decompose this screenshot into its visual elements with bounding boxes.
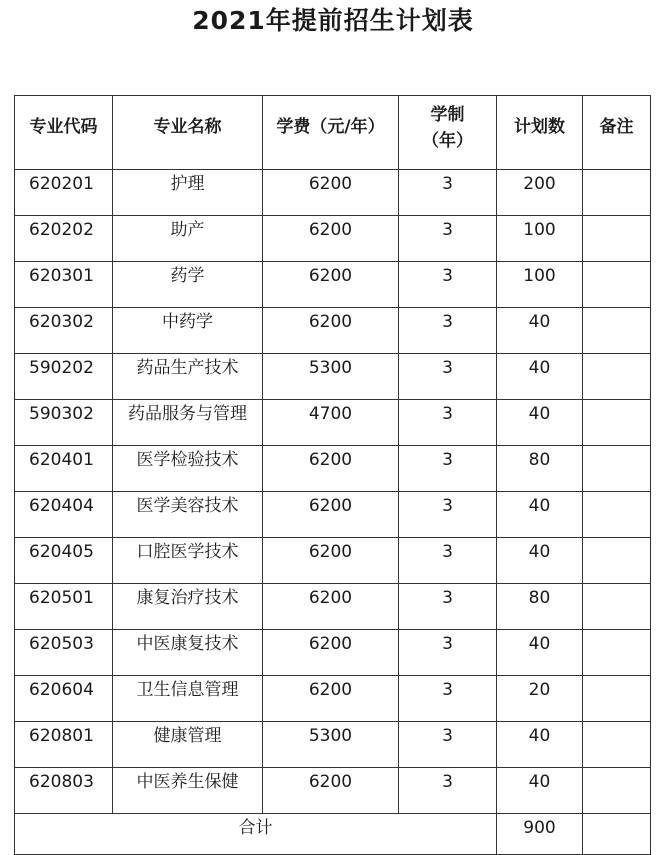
cell-duration: 3 [399,308,497,354]
cell-major-code: 590302 [15,400,113,446]
cell-remarks [583,216,651,262]
cell-major-code: 620302 [15,308,113,354]
header-major-code: 专业代码 [15,96,113,170]
cell-remarks [583,722,651,768]
cell-duration: 3 [399,676,497,722]
table-header-row [15,96,651,170]
cell-major-code: 620501 [15,584,113,630]
cell-tuition: 6200 [263,584,399,630]
cell-tuition: 6200 [263,262,399,308]
cell-tuition: 5300 [263,354,399,400]
cell-plan-count: 40 [497,538,583,584]
cell-duration: 3 [399,722,497,768]
table-row [15,630,651,676]
table-row [15,722,651,768]
page-title: 2021年提前招生计划表 [192,6,474,35]
cell-duration: 3 [399,492,497,538]
cell-remarks [583,768,651,814]
table-row [15,492,651,538]
cell-major-code: 620301 [15,262,113,308]
cell-plan-count: 40 [497,308,583,354]
cell-tuition: 5300 [263,722,399,768]
cell-plan-count: 20 [497,676,583,722]
cell-duration: 3 [399,768,497,814]
table-row [15,538,651,584]
cell-major-name: 药品服务与管理 [113,400,263,446]
cell-major-code: 620801 [15,722,113,768]
cell-tuition: 6200 [263,308,399,354]
cell-plan-count: 40 [497,722,583,768]
cell-duration: 3 [399,630,497,676]
cell-major-name: 医学美容技术 [113,492,263,538]
header-tuition: 学费（元/年） [263,96,399,170]
table-row [15,446,651,492]
cell-major-code: 620604 [15,676,113,722]
cell-major-code: 620201 [15,170,113,216]
total-row [15,814,651,855]
cell-tuition: 6200 [263,446,399,492]
cell-tuition: 6200 [263,630,399,676]
cell-major-code: 620404 [15,492,113,538]
table-row [15,768,651,814]
cell-tuition: 6200 [263,538,399,584]
cell-major-name: 口腔医学技术 [113,538,263,584]
cell-tuition: 6200 [263,676,399,722]
cell-remarks [583,676,651,722]
header-plan-count: 计划数 [497,96,583,170]
cell-duration: 3 [399,538,497,584]
cell-tuition: 6200 [263,492,399,538]
cell-remarks [583,538,651,584]
cell-plan-count: 40 [497,630,583,676]
header-major-name: 专业名称 [113,96,263,170]
cell-major-name: 康复治疗技术 [113,584,263,630]
table-row [15,400,651,446]
total-remarks [583,814,651,855]
cell-duration: 3 [399,262,497,308]
cell-plan-count: 40 [497,768,583,814]
enrollment-plan-table [14,95,651,855]
cell-plan-count: 40 [497,400,583,446]
cell-remarks [583,262,651,308]
table-row [15,354,651,400]
cell-plan-count: 80 [497,446,583,492]
cell-major-name: 卫生信息管理 [113,676,263,722]
cell-remarks [583,354,651,400]
cell-plan-count: 200 [497,170,583,216]
cell-duration: 3 [399,170,497,216]
table-row [15,216,651,262]
table-row [15,584,651,630]
cell-remarks [583,400,651,446]
cell-major-name: 药品生产技术 [113,354,263,400]
cell-duration: 3 [399,354,497,400]
cell-major-code: 620503 [15,630,113,676]
cell-major-code: 620803 [15,768,113,814]
cell-plan-count: 80 [497,584,583,630]
cell-remarks [583,630,651,676]
cell-major-code: 620405 [15,538,113,584]
cell-major-name: 药学 [113,262,263,308]
cell-major-code: 620202 [15,216,113,262]
cell-duration: 3 [399,216,497,262]
table-row [15,676,651,722]
cell-major-name: 健康管理 [113,722,263,768]
cell-tuition: 4700 [263,400,399,446]
cell-duration: 3 [399,400,497,446]
cell-major-name: 中医养生保健 [113,768,263,814]
cell-plan-count: 40 [497,492,583,538]
cell-major-name: 中药学 [113,308,263,354]
cell-duration: 3 [399,446,497,492]
header-remarks: 备注 [583,96,651,170]
total-plan-count: 900 [497,814,583,855]
table-row [15,262,651,308]
cell-remarks [583,492,651,538]
cell-tuition: 6200 [263,170,399,216]
header-duration: 学制 （年） [399,96,497,170]
cell-major-name: 助产 [113,216,263,262]
cell-remarks [583,446,651,492]
cell-major-name: 医学检验技术 [113,446,263,492]
cell-major-code: 620401 [15,446,113,492]
cell-tuition: 6200 [263,216,399,262]
cell-major-code: 590202 [15,354,113,400]
table-row [15,170,651,216]
cell-duration: 3 [399,584,497,630]
cell-plan-count: 100 [497,216,583,262]
table-body [15,170,651,855]
cell-plan-count: 40 [497,354,583,400]
cell-remarks [583,170,651,216]
total-label: 合计 [15,814,497,855]
cell-major-name: 护理 [113,170,263,216]
cell-remarks [583,308,651,354]
cell-tuition: 6200 [263,768,399,814]
cell-major-name: 中医康复技术 [113,630,263,676]
table-row [15,308,651,354]
cell-remarks [583,584,651,630]
cell-plan-count: 100 [497,262,583,308]
